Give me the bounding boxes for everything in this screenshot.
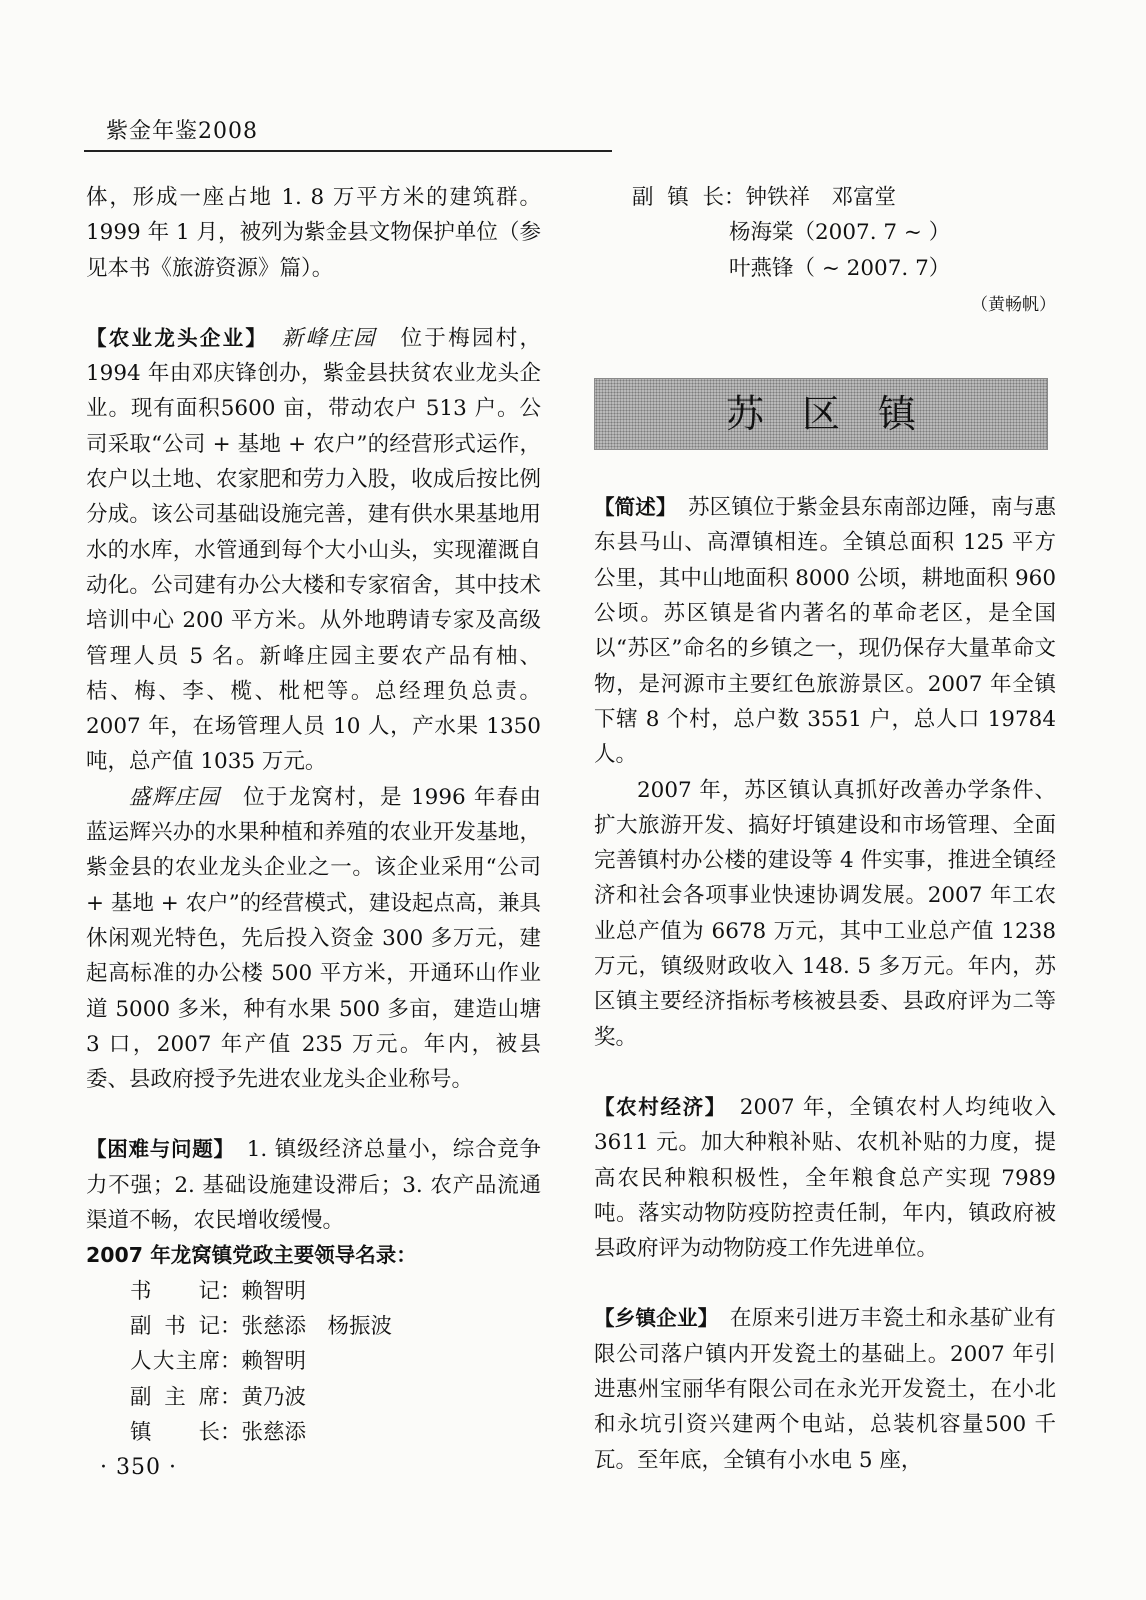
- roster-label: 副书记: [130, 1313, 220, 1339]
- left-column: [86, 180, 541, 1450]
- shenghui-farm-paragraph: [86, 780, 541, 1098]
- xinfeng-farm-text: 位于梅园村，1994 年由邓庆锋创办，紫金县扶贫农业龙头企业。现有面积5600 亩，带动农户 513 户。公司采取“公司 + 基地 + 农户”的经营形式运作，农户以土地、农家肥和劳力入股，收成后按比例分成。该公司基础设施完善，建有供水果基地用水的水库，水管通到每个大小山头，实现灌溉自动化。公司建有办公大楼和专家宿舍，其中技术培训中心 200 平方米。从外地聘请专家及高级管理人员 5 名。新峰庄园主要农产品有柚、桔、梅、李、榄、枇杷等。总经理负总责。2007 年，在场管理人员 10 人，产水果 1350 吨，总产值 1035 万元。: [86, 325, 541, 775]
- roster-row: [86, 1274, 541, 1309]
- roster-label: 镇长: [130, 1419, 220, 1445]
- summary-paragraph-2: 2007 年，苏区镇认真抓好改善办学条件、扩大旅游开发、搞好圩镇建设和市场管理、全面完善镇村办公楼的建设等 4 件实事，推进全镇经济和社会各项事业快速协调发展。2007 年工农业总产值为 6678 万元，其中工业总产值 1238 万元，镇级财政收入 148. 5 多万元。年内，苏区镇主要经济指标考核被县委、县政府评为二等奖。: [594, 777, 1056, 1050]
- roster-names-cont: 叶燕锋（ ~ 2007. 7）: [729, 255, 951, 281]
- roster-label: 副主席: [130, 1384, 220, 1410]
- township-enterprise-paragraph: [594, 1301, 1056, 1477]
- rural-economy-heading: 【农村经济】: [594, 1094, 717, 1119]
- author-credit: （黄畅帆）: [971, 294, 1056, 315]
- roster-label: 书记: [130, 1278, 220, 1304]
- township-enterprise-text: 在原来引进万丰瓷土和永基矿业有限公司落户镇内开发瓷土的基础上。2007 年引进惠州宝丽华有限公司在永光开发瓷土，在小北和永坑引资兴建两个电站，总装机容量500 千瓦。至年底，全镇有小水电 5 座，: [594, 1306, 1056, 1473]
- right-column: [594, 180, 1056, 1478]
- running-head: 紫金年鉴2008: [106, 119, 258, 144]
- roster-row: [86, 1309, 541, 1344]
- roster-label: 副镇长: [632, 185, 724, 210]
- problems-text: 1. 镇级经济总量小，综合竞争力不强；2. 基础设施建设滞后；3. 农产品流通渠道不畅，农民增收缓慢。: [86, 1137, 541, 1234]
- roster-names: 张慈添 杨振波: [241, 1313, 393, 1339]
- roster-names: 赖智明: [241, 1349, 307, 1375]
- shenghui-farm-name: 盛辉庄园: [129, 784, 221, 810]
- roster-row: [594, 180, 1056, 215]
- roster-sep: ：: [220, 1278, 242, 1304]
- deputy-roster: [594, 180, 1056, 286]
- shenghui-farm-text: 位于龙窝村，是 1996 年春由蓝运辉兴办的水果种植和养殖的农业开发基地，紫金县的农业龙头企业之一。该企业采用“公司 + 基地 + 农户”的经营模式，建设起点高，兼具休闲观光特色，先后投入资金 300 多万元，建起高标准的办公楼 500 平方米，开通环山作业道 5000 多米，种有水果 500 多亩，建造山塘 3 口，2007 年产值 235 万元。年内，被县委、县政府授予先进农业龙头企业称号。: [86, 784, 541, 1093]
- roster-sep: ：: [724, 185, 746, 210]
- roster-names: 钟铁祥 邓富堂: [745, 185, 897, 210]
- summary-paragraph: [594, 490, 1056, 772]
- roster-sep: ：: [220, 1419, 242, 1445]
- roster-names-cont: 杨海棠（2007. 7 ~ ）: [729, 220, 951, 246]
- roster-names: 黄乃波: [241, 1384, 307, 1410]
- roster-sep: ：: [220, 1384, 242, 1410]
- roster-sep: ：: [220, 1349, 242, 1375]
- header-rule: [84, 150, 612, 152]
- problems-paragraph: [86, 1132, 541, 1238]
- roster-title: 2007 年龙窝镇党政主要领导名录：: [86, 1243, 417, 1268]
- intro-paragraph: 体，形成一座占地 1. 8 万平方米的建筑群。1999 年 1 月，被列为紫金县文物保护单位（参见本书《旅游资源》篇）。: [86, 185, 541, 281]
- roster-row: [86, 1380, 541, 1415]
- summary-heading: 【简述】: [594, 495, 667, 520]
- rural-economy-paragraph: [594, 1090, 1056, 1266]
- roster-names: 张慈添: [241, 1419, 307, 1445]
- page-number: · 350 ·: [100, 1455, 177, 1480]
- section-banner: [594, 378, 1048, 450]
- roster-row: [86, 1344, 541, 1379]
- leader-roster: [86, 1274, 541, 1450]
- township-enterprise-heading: 【乡镇企业】: [594, 1306, 709, 1331]
- problems-heading: 【困难与问题】: [86, 1137, 225, 1162]
- agri-enterprise-paragraph: [86, 321, 541, 780]
- roster-row: [86, 1415, 541, 1450]
- rural-economy-text: 2007 年，全镇农村人均纯收入 3611 元。加大种粮补贴、农机补贴的力度，提高农民种粮积极性，全年粮食总产实现 7989 吨。落实动物防疫防控责任制，年内，镇政府被县政府评为动物防疫工作先进单位。: [594, 1094, 1056, 1262]
- xinfeng-farm-name: 新峰庄园: [281, 325, 377, 351]
- summary-text: 苏区镇位于紫金县东南部边陲，南与惠东县马山、高潭镇相连。全镇总面积 125 平方公里，其中山地面积 8000 公顷，耕地面积 960 公顷。苏区镇是省内著名的革命老区，是全国以“苏区”命名的乡镇之一，现仍保存大量革命文物，是河源市主要红色旅游景区。2007 年全镇下辖 8 个村，总户数 3551 户，总人口 19784 人。: [594, 495, 1056, 768]
- agri-heading: 【农业龙头企业】: [86, 325, 258, 350]
- roster-sep: ：: [220, 1313, 242, 1339]
- section-title: 苏区镇: [725, 391, 954, 436]
- roster-names: 赖智明: [241, 1278, 307, 1304]
- roster-label: 人大主席: [130, 1349, 220, 1375]
